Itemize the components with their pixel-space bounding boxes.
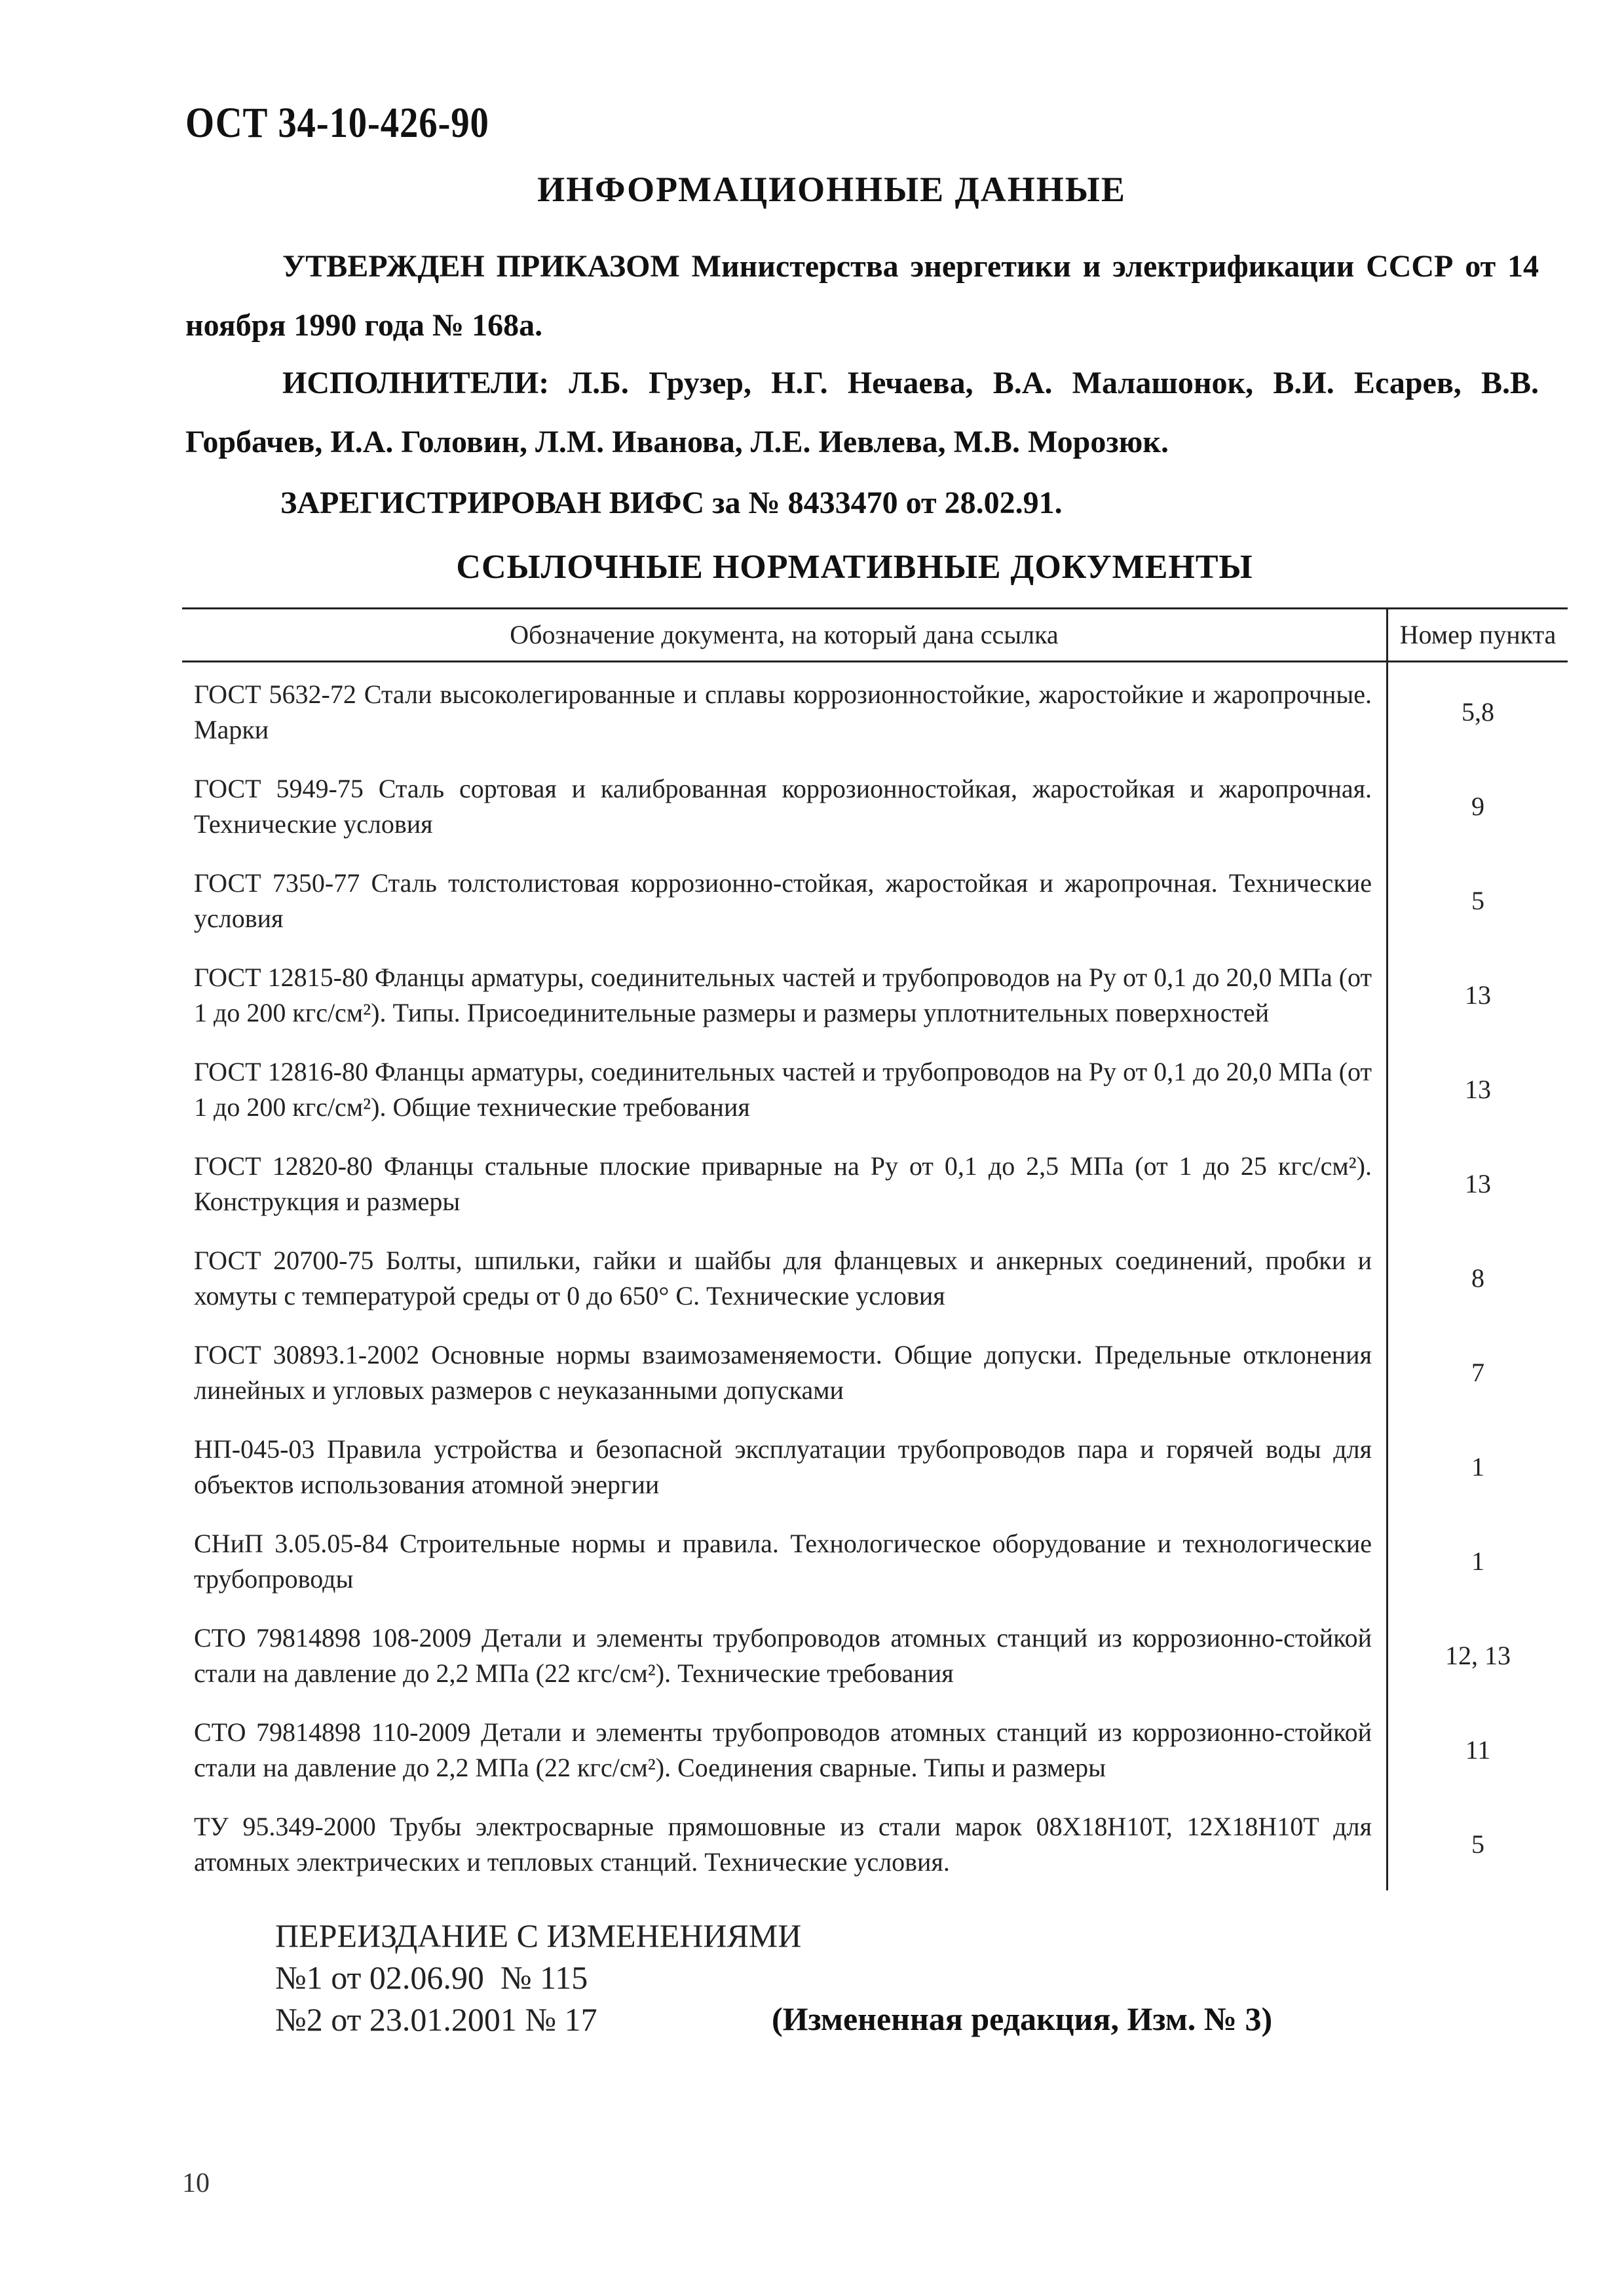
reference-clause-number-cell: 5 bbox=[1471, 1829, 1484, 1859]
table-row bbox=[182, 1702, 1568, 1796]
table-row bbox=[182, 1419, 1568, 1513]
reference-clause-number-cell: 5,8 bbox=[1462, 697, 1494, 727]
reference-document-cell: СНиП 3.05.05-84 Строительные нормы и правила. Технологическое оборудование и технологические трубопроводы bbox=[182, 1513, 1388, 1607]
reference-document-cell: НП-045-03 Правила устройства и безопасной эксплуатации трубопроводов пара и горячей воды для объектов использования атомной энергии bbox=[182, 1419, 1388, 1513]
references-table-body bbox=[182, 662, 1568, 1891]
table-row bbox=[182, 662, 1568, 759]
reference-document-cell: ГОСТ 12816-80 Фланцы арматуры, соединительных частей и трубопроводов на Ру от 0,1 до 20,0 МПа (от 1 до 200 кгс/см²). Общие технические требования bbox=[182, 1041, 1388, 1136]
document-code: ОСТ 34-10-426-90 bbox=[185, 99, 489, 147]
reference-clause-number-cell: 9 bbox=[1471, 792, 1484, 821]
amended-note: (Измененная редакция, Изм. № 3) bbox=[772, 2000, 1273, 2037]
table-row bbox=[182, 1230, 1568, 1324]
reference-clause-number-cell: 1 bbox=[1471, 1546, 1484, 1576]
reference-document-cell: ТУ 95.349-2000 Трубы электросварные прямошовные из стали марок 08Х18Н10Т, 12Х18Н10Т для атомных электрических и тепловых станций. Технические условия. bbox=[182, 1796, 1388, 1890]
reference-clause-number-cell: 7 bbox=[1471, 1358, 1484, 1387]
references-table bbox=[182, 607, 1568, 1890]
reference-document-cell: ГОСТ 12820-80 Фланцы стальные плоские приварные на Ру от 0,1 до 2,5 МПа (от 1 до 25 кгс/см²). Конструкция и размеры bbox=[182, 1136, 1388, 1230]
reference-document-cell: ГОСТ 20700-75 Болты, шпильки, гайки и шайбы для фланцевых и анкерных соединений, пробки и хомуты с температурой среды от 0 до 650° С. Технические условия bbox=[182, 1230, 1388, 1324]
table-row bbox=[182, 1796, 1568, 1890]
table-row bbox=[182, 1607, 1568, 1702]
reference-clause-number-cell: 11 bbox=[1465, 1735, 1491, 1765]
table-header-row bbox=[182, 609, 1568, 662]
reference-document-cell: СТО 79814898 108-2009 Детали и элементы трубопроводов атомных станций из коррозионно-стойкой стали на давление до 2,2 МПа (22 кгс/см²). Технические требования bbox=[182, 1607, 1388, 1702]
reference-document-cell: ГОСТ 5949-75 Сталь сортовая и калиброванная коррозионностойкая, жаростойкая и жаропрочная. Технические условия bbox=[182, 758, 1388, 852]
approval-paragraph: УТВЕРЖДЕН ПРИКАЗОМ Министерства энергетики и электрификации СССР от 14 ноября 1990 года № 168а. bbox=[185, 249, 1539, 343]
info-title: ИНФОРМАЦИОННЫЕ ДАННЫЕ bbox=[537, 170, 1126, 209]
reference-document-cell: ГОСТ 12815-80 Фланцы арматуры, соединительных частей и трубопроводов на Ру от 0,1 до 20,0 МПа (от 1 до 200 кгс/см²). Типы. Присоединительные размеры и размеры уплотнительных поверхностей bbox=[182, 947, 1388, 1041]
table-row bbox=[182, 1041, 1568, 1136]
page-number: 10 bbox=[182, 2168, 210, 2198]
table-row bbox=[182, 947, 1568, 1041]
reissue-block bbox=[275, 1915, 801, 2040]
reference-clause-number-cell: 5 bbox=[1471, 886, 1484, 915]
reference-clause-number-cell: 13 bbox=[1465, 1169, 1491, 1198]
reference-clause-number-cell: 12, 13 bbox=[1445, 1641, 1511, 1670]
reference-document-cell: ГОСТ 5632-72 Стали высоколегированные и сплавы коррозионностойкие, жаростойкие и жаропрочные. Марки bbox=[182, 662, 1388, 759]
registration-line: ЗАРЕГИСТРИРОВАН ВИФС за № 8433470 от 28.02.91. bbox=[280, 486, 1063, 520]
reference-document-cell: ГОСТ 30893.1-2002 Основные нормы взаимозаменяемости. Общие допуски. Предельные отклонения линейных и угловых размеров с неуказанными допусками bbox=[182, 1324, 1388, 1419]
column-header-document: Обозначение документа, на который дана ссылка bbox=[182, 609, 1388, 662]
reference-clause-number-cell: 8 bbox=[1471, 1263, 1484, 1293]
table-row bbox=[182, 758, 1568, 852]
references-title: ССЫЛОЧНЫЕ НОРМАТИВНЫЕ ДОКУМЕНТЫ bbox=[456, 548, 1253, 586]
table-row bbox=[182, 852, 1568, 947]
reference-clause-number-cell: 13 bbox=[1465, 980, 1491, 1010]
reissue-title: ПЕРЕИЗДАНИЕ С ИЗМЕНЕНИЯМИ bbox=[275, 1917, 802, 1954]
reference-clause-number-cell: 1 bbox=[1471, 1452, 1484, 1482]
executors-paragraph: ИСПОЛНИТЕЛИ: Л.Б. Грузер, Н.Г. Нечаева, В.А. Малашонок, В.И. Есарев, В.В. Горбачев, И.А. Головин, Л.М. Иванова, Л.Е. Иевлева, М.В. Морозюк. bbox=[185, 366, 1539, 459]
table-row bbox=[182, 1324, 1568, 1419]
change-2: №2 от 23.01.2001 № 17 bbox=[275, 2001, 597, 2038]
reference-document-cell: СТО 79814898 110-2009 Детали и элементы трубопроводов атомных станций из коррозионно-стойкой стали на давление до 2,2 МПа (22 кгс/см²). Соединения сварные. Типы и размеры bbox=[182, 1702, 1388, 1796]
table-row bbox=[182, 1136, 1568, 1230]
change-1: №1 от 02.06.90 № 115 bbox=[275, 1959, 588, 1996]
table-row bbox=[182, 1513, 1568, 1607]
reference-clause-number-cell: 13 bbox=[1465, 1075, 1491, 1104]
reference-document-cell: ГОСТ 7350-77 Сталь толстолистовая коррозионно-стойкая, жаростойкая и жаропрочная. Технические условия bbox=[182, 852, 1388, 947]
column-header-number: Номер пункта bbox=[1388, 609, 1568, 662]
